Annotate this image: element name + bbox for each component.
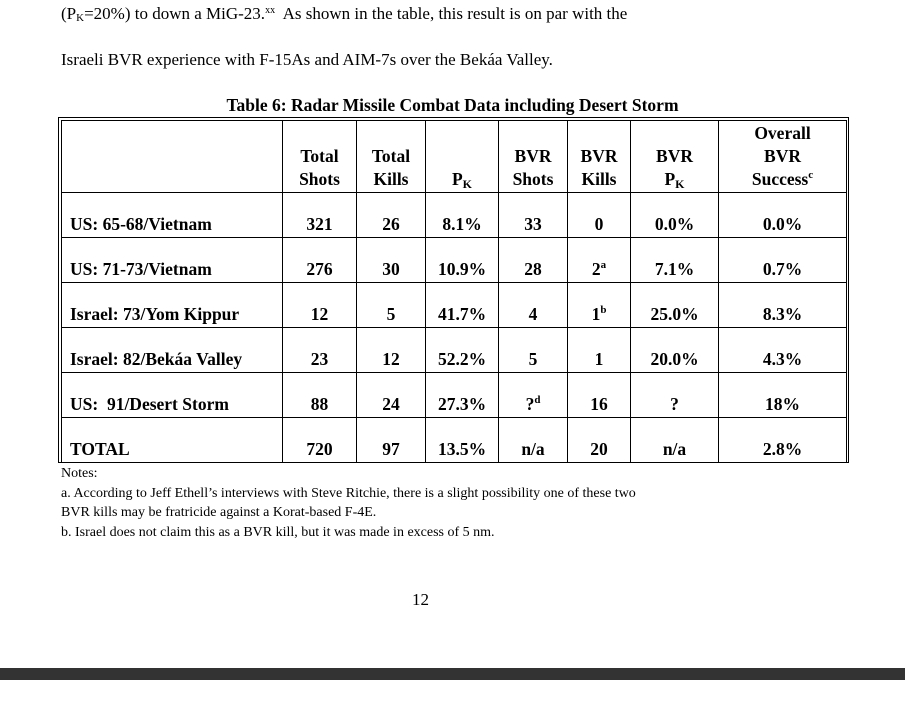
cell-bvr-shots: ?$^d$	[499, 373, 568, 418]
row-label: US: 65-68/Vietnam	[62, 193, 283, 238]
cell-total-shots: 88	[283, 373, 357, 418]
cell-bvr-pk: n/a	[631, 418, 719, 463]
cell-bvr-pk: 7.1%	[631, 238, 719, 283]
note-line: BVR kills may be fratricide against a Korat-based F-4E.	[61, 505, 377, 520]
cell-bvr-shots: n/a	[499, 418, 568, 463]
cell-bvr-pk: ?	[631, 373, 719, 418]
header-bvr-shots: BVR Shots	[499, 121, 568, 193]
pk-subscript: K	[76, 12, 85, 24]
row-label: US: 71-73/Vietnam	[62, 238, 283, 283]
cell-total-shots: 321	[283, 193, 357, 238]
row-label: US: 91/Desert Storm	[62, 373, 283, 418]
table-row	[62, 283, 847, 328]
header-bvr-pk: BVR $P_K$	[631, 121, 719, 193]
cell-total-kills: 26	[357, 193, 426, 238]
row-label: Israel: 73/Yom Kippur	[62, 283, 283, 328]
row-label: Israel: 82/Bekáa Valley	[62, 328, 283, 373]
cell-total-kills: 97	[357, 418, 426, 463]
header-overall-bvr-success: Overall BVR Success$^c$	[719, 121, 847, 193]
cell-total-shots: 276	[283, 238, 357, 283]
body-paragraph-line-2: Israeli BVR experience with F-15As and AIM-7s over the Bekáa Valley.	[61, 50, 553, 69]
table-row	[62, 328, 847, 373]
header-pk: $P_K$	[426, 121, 499, 193]
cell-bvr-pk: 20.0%	[631, 328, 719, 373]
table-title: Table 6: Radar Missile Combat Data including Desert Storm	[226, 95, 679, 115]
cell-pk: 8.1%	[426, 193, 499, 238]
cell-bvr-kills: 0	[568, 193, 631, 238]
cell-overall: 8.3%	[719, 283, 847, 328]
cell-overall: 4.3%	[719, 328, 847, 373]
cell-bvr-pk: 0.0%	[631, 193, 719, 238]
cell-bvr-kills: 2$^a$	[568, 238, 631, 283]
cell-bvr-kills: 1$^b$	[568, 283, 631, 328]
cell-total-kills: 5	[357, 283, 426, 328]
header-total-shots: Total Shots	[283, 121, 357, 193]
cell-total-kills: 12	[357, 328, 426, 373]
cell-overall: 0.7%	[719, 238, 847, 283]
cell-overall: 2.8%	[719, 418, 847, 463]
note-line: b. Israel does not claim this as a BVR kill, but it was made in excess of 5 nm.	[61, 524, 495, 540]
page-number: 12	[412, 590, 429, 609]
cell-total-shots: 23	[283, 328, 357, 373]
cell-total-kills: 30	[357, 238, 426, 283]
table-row	[62, 193, 847, 238]
cell-bvr-kills: 16	[568, 373, 631, 418]
row-label: TOTAL	[62, 418, 283, 463]
paragraph-line-1-rest: As shown in the table, this result is on par with the	[275, 4, 628, 23]
cell-pk: 27.3%	[426, 373, 499, 418]
footnote-reference[interactable]: xx	[265, 5, 276, 16]
cell-total-kills: 24	[357, 373, 426, 418]
table-row	[62, 238, 847, 283]
header-total-kills: Total Kills	[357, 121, 426, 193]
note-line: a. According to Jeff Ethell’s interviews with Steve Ritchie, there is a slight possibility one of these two	[61, 485, 636, 501]
table-row	[62, 373, 847, 418]
table-frame	[58, 117, 849, 463]
cell-bvr-kills: 20	[568, 418, 631, 463]
radar-missile-table	[61, 120, 847, 463]
cell-bvr-shots: 4	[499, 283, 568, 328]
cell-bvr-shots: 33	[499, 193, 568, 238]
cell-pk: 13.5%	[426, 418, 499, 463]
table-notes	[61, 464, 636, 542]
cell-bvr-kills: 1	[568, 328, 631, 373]
table-header-row	[62, 121, 847, 193]
pk-text-value: =20%) to down a MiG-23.	[84, 4, 266, 23]
table-row-total	[62, 418, 847, 463]
cell-overall: 0.0%	[719, 193, 847, 238]
cell-overall: 18%	[719, 373, 847, 418]
cell-total-shots: 12	[283, 283, 357, 328]
header-blank	[62, 121, 283, 193]
cell-pk: 41.7%	[426, 283, 499, 328]
cell-total-shots: 720	[283, 418, 357, 463]
cell-bvr-shots: 5	[499, 328, 568, 373]
body-paragraph-line-1	[61, 4, 627, 24]
viewer-bottom-bar	[0, 668, 905, 680]
pk-text-open: (P	[61, 4, 77, 23]
cell-bvr-shots: 28	[499, 238, 568, 283]
notes-heading: Notes:	[61, 466, 98, 481]
cell-pk: 10.9%	[426, 238, 499, 283]
header-bvr-kills: BVR Kills	[568, 121, 631, 193]
cell-bvr-pk: 25.0%	[631, 283, 719, 328]
cell-pk: 52.2%	[426, 328, 499, 373]
